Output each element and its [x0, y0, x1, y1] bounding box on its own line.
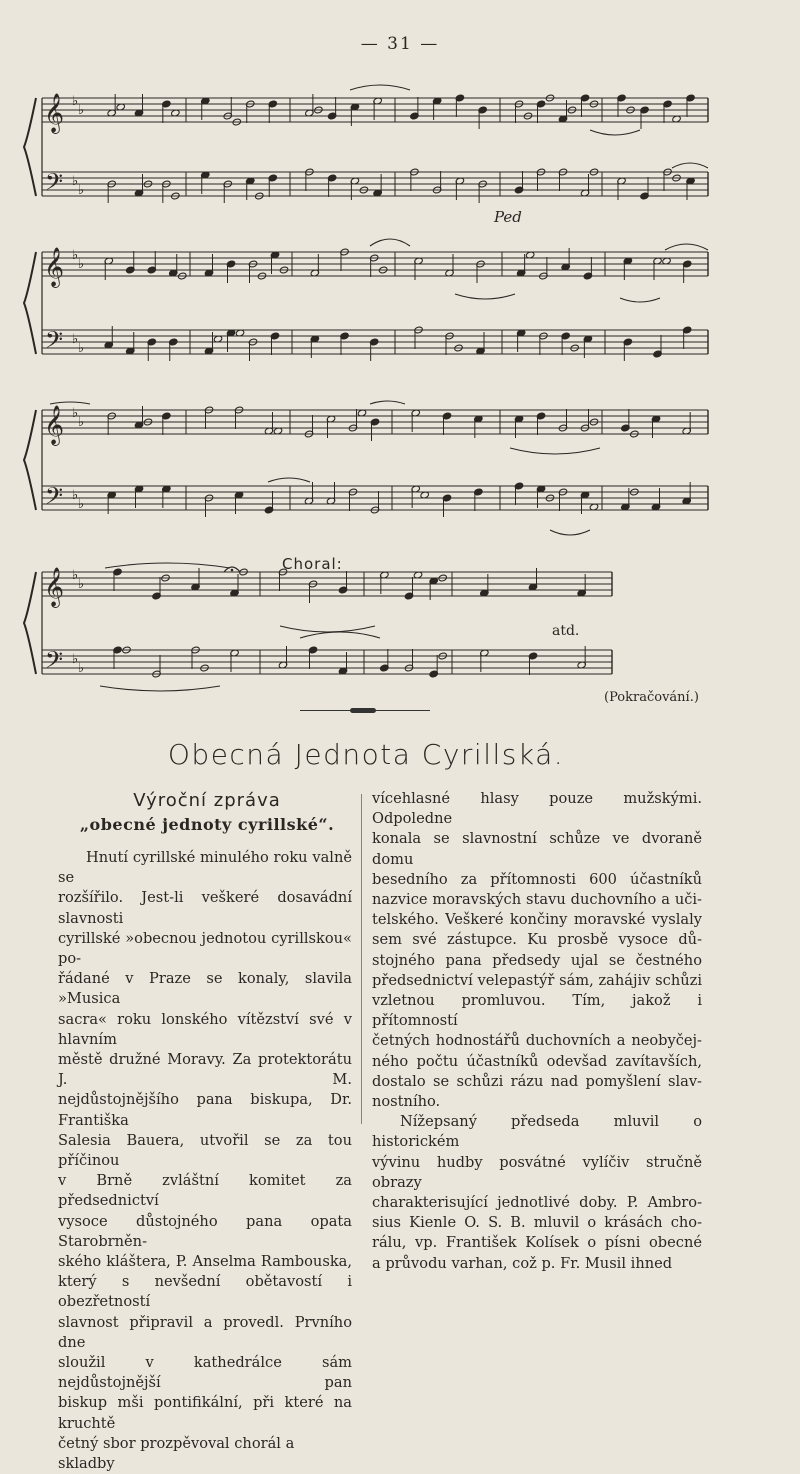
flat-sign: ♭	[72, 406, 79, 421]
slur	[280, 626, 375, 632]
text-line: sius Kienle O. S. B. mluvil o krásách cho-	[372, 1214, 702, 1232]
brace	[24, 98, 36, 196]
flat-sign: ♭	[72, 332, 79, 347]
flat-sign: ♭	[72, 568, 79, 583]
text-line: charakterisující jednotlivé doby. P. Ambro-	[372, 1194, 702, 1212]
pedal-marking: Ped	[494, 208, 522, 226]
slur	[672, 163, 708, 168]
text-line: nejdůstojnějšího pana biskupa, Dr. Františka	[58, 1091, 352, 1129]
text-line: Hnutí cyrillské minulého roku valně se	[58, 849, 352, 887]
text-line: městě družné Moravy. Za protektorátu J. M.	[58, 1051, 352, 1089]
flat-sign: ♭	[78, 661, 85, 676]
text-line: rálu, vp. František Kolísek o písni obecné	[372, 1234, 702, 1252]
text-line: nazvice moravských stavu duchovního a uči-	[372, 891, 702, 909]
slur	[370, 239, 410, 246]
text-line: sacra« roku lonského vítězství své v hlavním	[58, 1010, 352, 1048]
left-column	[58, 848, 352, 1474]
flat-sign: ♭	[78, 497, 85, 512]
flat-sign: ♭	[78, 257, 85, 272]
treble-clef-icon: 𝄞	[44, 93, 65, 133]
text-line: a průvodu varhan, což p. Fr. Musil ihned	[372, 1254, 673, 1272]
text-line: cyrillské »obecnou jednotou cyrillskou« po-	[58, 929, 352, 968]
flat-sign: ♭	[78, 341, 85, 356]
bass-clef-icon: 𝄢	[45, 326, 64, 359]
slur	[50, 402, 90, 404]
fermata-dot	[231, 569, 234, 572]
flat-sign: ♭	[72, 174, 79, 189]
slur	[510, 448, 600, 454]
text-line: v Brně zvláštní komitet za předsednictví	[58, 1172, 352, 1210]
text-line: četných hodnostářů duchovních a neobyčej-	[372, 1032, 702, 1050]
text-line: stojného pana předsedy ujal se čestného	[372, 951, 702, 969]
slur	[100, 686, 220, 691]
text-line: předsednictví velepastýř sám, zahájiv schůzi	[372, 971, 702, 989]
brace	[24, 410, 36, 510]
slur	[350, 85, 410, 90]
end-mark: atd.	[552, 623, 580, 639]
text-line: rozšířilo. Jest-li veškeré dosavádní slavnosti	[58, 889, 352, 927]
text-line: telského. Veškeré končiny moravské vyslaly	[372, 911, 702, 929]
slur	[268, 478, 310, 482]
flat-sign: ♭	[78, 183, 85, 198]
treble-clef-icon: 𝄞	[44, 405, 65, 445]
right-column	[372, 789, 702, 1274]
slur	[105, 563, 230, 568]
bass-clef-icon: 𝄢	[45, 646, 64, 679]
text-line: vysoce důstojného pana opata Starobrněn-	[58, 1212, 352, 1250]
text-line: vývinu hudby posvátné vylíčiv stručně obrazy	[372, 1153, 702, 1191]
flat-sign: ♭	[78, 577, 85, 592]
choral-label: Choral:	[282, 555, 343, 573]
music-system-4	[0, 558, 800, 698]
text-line: Salesia Bauera, utvořil se za tou příčinou	[58, 1131, 352, 1170]
slur	[590, 130, 640, 135]
slur	[300, 632, 380, 638]
text-line: slavnost připravil a provedl. Prvního dne	[58, 1313, 352, 1351]
page-number: — 31 —	[360, 34, 440, 54]
music-system-3	[0, 398, 800, 543]
flat-sign: ♭	[72, 488, 79, 503]
article-subtitle: Výroční zpráva	[133, 790, 281, 811]
text-line: který s nevšední obětavostí i obezřetností	[58, 1273, 352, 1311]
text-line: sloužil v kathedrálce sám nejdůstojnější pan	[58, 1354, 352, 1392]
text-line: Nížepsaný předseda mluvil o historickém	[372, 1113, 702, 1151]
slur	[550, 530, 590, 535]
text-line: biskup mši pontifikální, při které na kruchtě	[58, 1394, 352, 1432]
article-title: Obecná Jednota Cyrillská.	[167, 738, 565, 771]
text-line: besedního za přítomnosti 600 účastníků	[372, 870, 702, 888]
text-line: dostalo se schůzi rázu nad pomyšlení slav-	[372, 1072, 702, 1090]
text-line: vzletnou promluvou. Tím, jakož i přítomností	[372, 992, 702, 1030]
continuation-note: (Pokračování.)	[604, 690, 699, 705]
treble-clef-icon: 𝄞	[44, 567, 65, 607]
text-line: četný sbor prozpěvoval chorál a skladby	[58, 1434, 295, 1473]
slur	[455, 294, 515, 299]
music-system-1	[0, 80, 800, 230]
section-divider	[300, 710, 430, 711]
text-line: nostního.	[372, 1093, 441, 1111]
article-subtitle-2: „obecné jednoty cyrillské“.	[79, 815, 335, 834]
bass-clef-icon: 𝄢	[45, 482, 64, 515]
brace	[24, 252, 36, 354]
text-line: konala se slavnostní schůze ve dvoraně domu	[372, 830, 702, 868]
flat-sign: ♭	[72, 248, 79, 263]
flat-sign: ♭	[72, 652, 79, 667]
column-rule	[361, 794, 362, 1124]
music-system-2	[0, 238, 800, 383]
flat-sign: ♭	[78, 103, 85, 118]
text-line: vícehlasné hlasy pouze mužskými. Odpoledne	[372, 790, 702, 828]
treble-clef-icon: 𝄞	[44, 247, 65, 287]
bass-clef-icon: 𝄢	[45, 168, 64, 201]
text-line: ného počtu účastníků odevšad zavítavších,	[372, 1052, 702, 1070]
text-line: ského kláštera, P. Anselma Rambouska,	[58, 1253, 352, 1271]
slur	[370, 401, 405, 404]
brace	[24, 572, 36, 674]
text-line: řádané v Praze se konaly, slavila »Musica	[58, 970, 352, 1008]
slur	[665, 244, 708, 250]
flat-sign: ♭	[78, 415, 85, 430]
flat-sign: ♭	[72, 94, 79, 109]
text-line: sem své zástupce. Ku prosbě vysoce dů-	[372, 931, 702, 949]
slur	[620, 298, 660, 302]
